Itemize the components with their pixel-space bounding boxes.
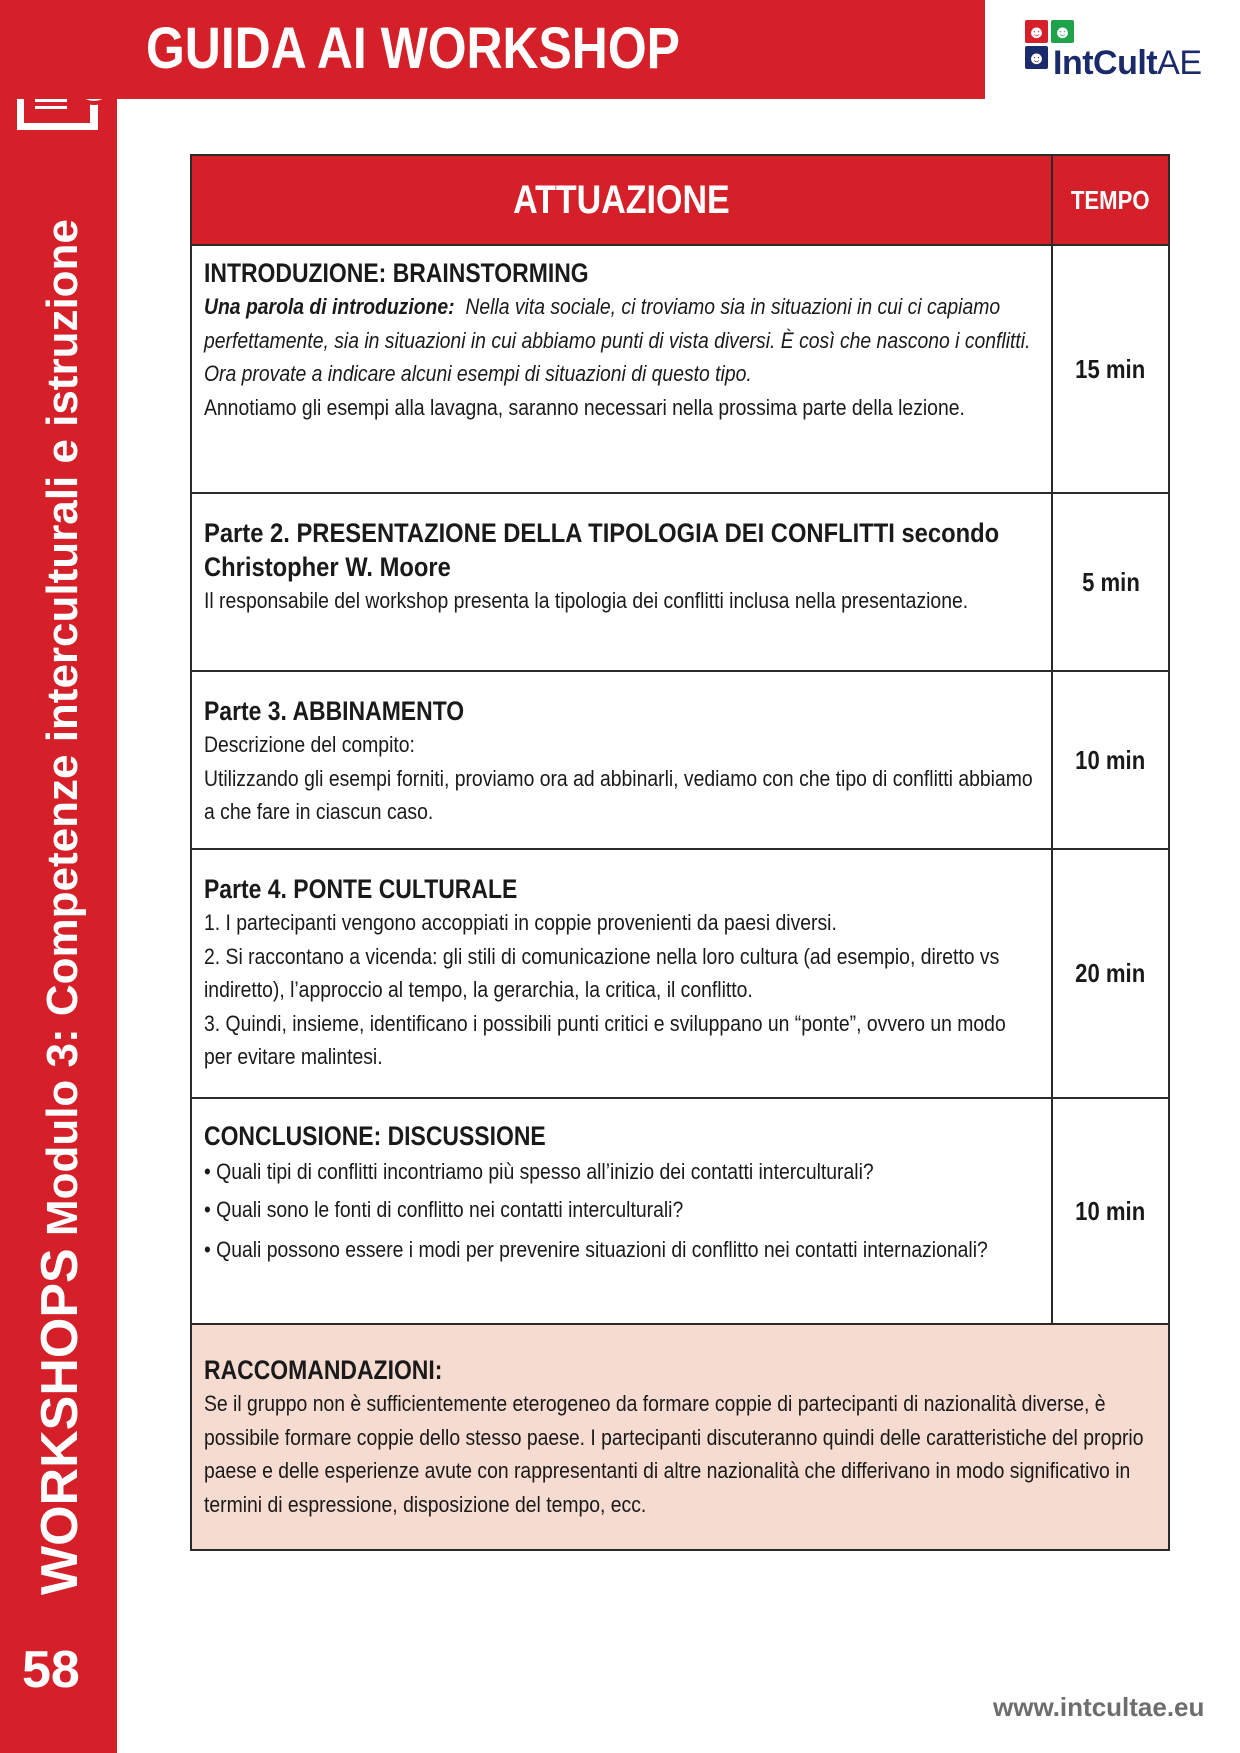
table-header-row: [192, 156, 1168, 244]
recommendations-body: Se il gruppo non è sufficientemente eterogeneo da formare coppie di partecipanti di nazionalità diverse, è possibile formare coppie dello stesso paese. I partecipanti discuteranno quindi delle caratteristiche del proprio paese e delle esperienze avute con rappresentanti di altre nazionalità che differivano in modo significativo in termini di espressione, disposizione del tempo, ecc.: [204, 1391, 1144, 1517]
time-value: 20 min: [1051, 850, 1168, 1097]
list-item: • Quali possono essere i modi per prevenire situazioni di conflitto nei contatti internazionali?: [204, 1237, 988, 1262]
list-item: • Quali tipi di conflitti incontriamo più spesso all’inizio dei contatti interculturali?: [204, 1159, 874, 1184]
column-header-tempo: TEMPO: [1051, 156, 1168, 244]
column-header-attuazione: ATTUAZIONE: [513, 177, 730, 222]
table-row: [192, 492, 1168, 670]
logo-face-red-icon: ☻: [1025, 20, 1048, 43]
page-number: 58: [22, 1641, 80, 1699]
logo-text: IntCultAE: [1053, 44, 1202, 82]
list-item: 1. I partecipanti vengono accoppiati in coppie provenienti da paesi diversi.: [204, 910, 837, 935]
logo-face-green-icon: ☻: [1051, 20, 1074, 43]
sidebar: [0, 0, 117, 1753]
time-value: 5 min: [1051, 494, 1168, 670]
sidebar-label-bold: WORKSHOPS: [31, 1248, 89, 1595]
section-title: INTRODUZIONE: BRAINSTORMING: [204, 258, 589, 288]
section-title: CONCLUSIONE: DISCUSSIONE: [204, 1121, 546, 1151]
workshop-table: [190, 154, 1170, 1551]
table-row: [192, 1097, 1168, 1323]
section-body: Il responsabile del workshop presenta la tipologia dei conflitti inclusa nella presentazione.: [204, 588, 969, 613]
section-bullets: [204, 1153, 1034, 1266]
sidebar-vertical-title: [30, 219, 90, 1595]
sidebar-label-rest: Modulo 3: Competenze interculturali e istruzione: [38, 219, 87, 1237]
intcultae-logo: [1025, 20, 1205, 90]
table-row: [192, 244, 1168, 492]
logo-face-blue-icon: ☻: [1025, 46, 1048, 69]
page-title: GUIDA AI WORKSHOP: [146, 16, 680, 81]
footer-url[interactable]: www.intcultae.eu: [993, 1692, 1205, 1722]
time-value: 10 min: [1051, 672, 1168, 848]
list-item: • Quali sono le fonti di conflitto nei contatti interculturali?: [204, 1197, 684, 1222]
list-item: 3. Quindi, insieme, identificano i possibili punti critici e sviluppano un “ponte”, ovvero un modo per evitare malintesi.: [204, 1010, 1006, 1069]
time-value: 15 min: [1051, 246, 1168, 492]
section-intro-text: Una parola di introduzione: Nella vita sociale, ci troviamo sia in situazioni in cui ci capiamo perfettamente, sia in situazioni in cui abbiamo punti di vista diversi. È così che nascono i conflitti. Ora provate a indicare alcuni esempi di situazioni di questo tipo. Annotiamo gli esempi alla lavagna, saranno necessari nella prossima parte della lezione.: [204, 294, 1031, 420]
table-row: [192, 670, 1168, 848]
top-banner: [0, 0, 985, 99]
time-value: 10 min: [1051, 1099, 1168, 1323]
section-title: Parte 4. PONTE CULTURALE: [204, 874, 518, 904]
recommendations-title: RACCOMANDAZIONI:: [204, 1355, 443, 1385]
section-list: [204, 906, 1034, 1074]
section-title: Parte 2. PRESENTAZIONE DELLA TIPOLOGIA DEI CONFLITTI secondo Christopher W. Moore: [204, 518, 1000, 582]
recommendations-box: [192, 1323, 1168, 1549]
section-title: Parte 3. ABBINAMENTO: [204, 696, 465, 726]
list-item: 2. Si raccontano a vicenda: gli stili di comunicazione nella loro cultura (ad esempio, diretto vs indiretto), l’approccio al tempo, la gerarchia, la critica, il conflitto.: [204, 943, 1000, 1002]
table-row: [192, 848, 1168, 1097]
section-body: Descrizione del compito: Utilizzando gli esempi forniti, proviamo ora ad abbinarli, vediamo con che tipo di conflitti abbiamo a che fare in ciascun caso.: [204, 732, 1033, 824]
